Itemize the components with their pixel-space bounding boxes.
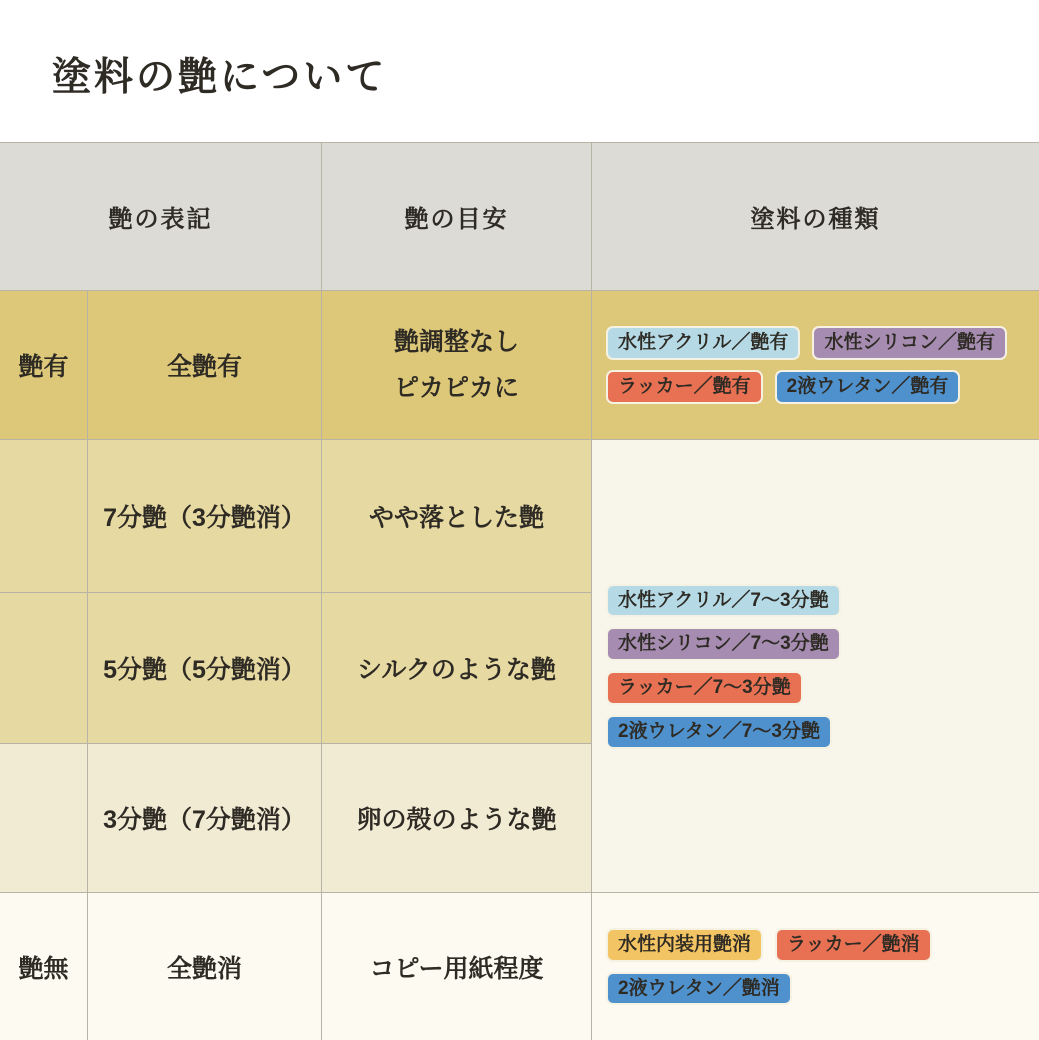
paint-badge: 2液ウレタン／艶消 — [606, 972, 792, 1006]
guide-line-2: ピカピカに — [393, 374, 519, 402]
notation-cell-3bu: 3分艶（7分艶消） — [88, 744, 322, 893]
paint-badge: 水性シリコン／艶有 — [812, 326, 1007, 360]
paint-badge: 水性アクリル／艶有 — [606, 326, 800, 360]
category-cell-empty-2 — [0, 593, 88, 744]
guide-cell-3bu: 卵の殻のような艶 — [322, 744, 592, 893]
guide-cell-full-matte: コピー用紙程度 — [322, 893, 592, 1040]
paint-badge: ラッカー／艶消 — [775, 928, 932, 962]
gloss-table — [0, 142, 1039, 1039]
paint-badge: 水性アクリル／7〜3分艶 — [606, 584, 841, 618]
notation-cell-7bu: 7分艶（3分艶消） — [88, 440, 322, 593]
page-title: 塗料の艶について — [52, 56, 388, 99]
header-gloss-guide: 艶の目安 — [322, 143, 592, 291]
guide-cell-7bu: やや落とした艶 — [322, 440, 592, 593]
notation-cell-full-gloss: 全艶有 — [88, 291, 322, 440]
paint-badge: 2液ウレタン／7〜3分艶 — [606, 715, 832, 749]
category-cell-matte: 艶無 — [0, 893, 88, 1040]
notation-cell-5bu: 5分艶（5分艶消） — [88, 593, 322, 744]
paint-badge: 2液ウレタン／艶有 — [775, 370, 961, 404]
paint-badge: 水性シリコン／7〜3分艶 — [606, 627, 841, 661]
header-paint-types: 塗料の種類 — [592, 143, 1039, 291]
paint-badges-matte — [592, 893, 1039, 1040]
paint-badge: ラッカー／艶有 — [606, 370, 763, 404]
paint-badges-7-3bu — [592, 440, 1039, 893]
guide-cell-5bu: シルクのような艶 — [322, 593, 592, 744]
header-gloss-notation: 艶の表記 — [0, 143, 322, 291]
guide-line-1: 艶調整なし — [393, 327, 519, 356]
guide-cell-full-gloss — [322, 291, 592, 440]
paint-badge: 水性内装用艶消 — [606, 928, 763, 962]
category-cell-glossy: 艶有 — [0, 291, 88, 440]
paint-badge: ラッカー／7〜3分艶 — [606, 671, 803, 705]
notation-cell-full-matte: 全艶消 — [88, 893, 322, 1040]
category-cell-empty-1 — [0, 440, 88, 593]
paint-badges-full-gloss — [592, 291, 1039, 440]
category-cell-empty-3 — [0, 744, 88, 893]
